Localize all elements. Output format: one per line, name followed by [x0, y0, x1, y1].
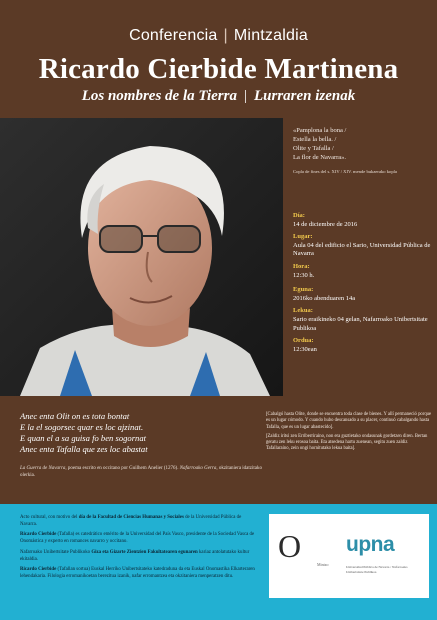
verse-line: E quan el a sa guisa fo ben sogornat: [20, 433, 147, 443]
footer-p3-bold: Giza eta Gizarte Zientzien Fakultatearen egunaren: [91, 549, 198, 555]
upna-logo: upna: [346, 533, 395, 556]
ordua-value: 12:30ean: [293, 345, 317, 353]
verse-line: Anec enta Olit on es tota bontat: [20, 411, 130, 421]
subtitle-separator: |: [243, 88, 247, 104]
footer-p1-post: de la Universidad Pública de Navarra.: [20, 515, 242, 527]
logo-area: [269, 514, 429, 598]
lekua-label: Lekua:: [293, 307, 313, 315]
verse-line: Anec enta Tafalla que zes loc abastat: [20, 444, 148, 454]
eguna-label: Eguna:: [293, 286, 314, 294]
day-value: 14 de diciembre de 2016: [293, 220, 358, 228]
day-label: Día:: [293, 212, 305, 219]
detail-hour: [293, 263, 435, 280]
footer-text: [20, 515, 256, 585]
place-value: Aula 04 del edificio el Sario, Universidad Pública de Navarra: [293, 241, 431, 258]
verse-credit-title: La Guerra de Navarra: [20, 466, 66, 471]
hour-value: 12:30 h.: [293, 271, 315, 279]
verse-credit: [20, 465, 270, 479]
footer-p3-post: kariaz antolatutako kultur ekitaldia.: [20, 549, 250, 562]
detail-eguna: [293, 286, 435, 303]
upna-logo-sub: Universidad Pública de Navarra / Nafarroako Unibertsitate Publikoa: [346, 565, 408, 574]
poem-line: La flor de Navarra».: [293, 154, 347, 161]
place-label: Lugar:: [293, 233, 313, 241]
subtitle: [0, 88, 437, 105]
footer-p4-text: (Tafallan sortua) Euskal Herriko Unibertsitateko katedraduna da eta Euskal Onomastika Elkarteraren lehendakaria. Filologia erromanikoetan berezitua izanik, nafar erromantzea eta okzitaniera menperatzen ditu.: [20, 567, 255, 579]
verse-credit-mid: , poema escrito en occitano por Guilhem Anelier (1276).: [65, 466, 180, 471]
verse-credit-end: , okzitaniera idatzitako olerkia.: [20, 466, 263, 478]
onomastika-logo-sub: Mintzo: [317, 562, 329, 567]
poem-line: «Pamplona la bona /: [293, 127, 347, 134]
translation-spanish: [Cabalgó hasta Olite, donde se encuentra toda clase de bienes. Y allí permaneció porque es un lugar cómodo. Y cuando hubo descansado a su placer, continuó cabalgando hasta Tafalla, que es un lugar abastecido].: [266, 412, 432, 430]
footer-p2-text: (Tafalla) es catedrático emérito de la Universidad del País Vasco, presidente de la Sociedad Vasca de Onomástica y experto en romances navarro y occitano.: [20, 532, 255, 545]
detail-lekua: [293, 307, 435, 333]
footer-p3-pre: Nafarroako Unibertsitate Publikoko: [20, 549, 92, 555]
kicker-conferencia: Conferencia: [129, 27, 218, 44]
poem-credit: Copla de fines del s. XIV / XIV. mende bukaerako kopla: [293, 169, 397, 174]
subtitle-spanish: Los nombres de la Tierra: [81, 88, 237, 104]
detail-ordua: [293, 337, 435, 354]
footer-p1-bold: día de la Facultad de Ciencias Humanas y Sociales: [78, 515, 184, 520]
verse-credit-title2: Nafarroako Gerra: [179, 466, 217, 471]
translation-basque: [Zaldiz iritsi zen Erriberriraino, non era guztietako ondasunak gordetzen diren. Bertan geratu zen leku erosoa baita. Eta atsedena hartu zuenean, segitu zuen zaldiz Tafallaraino, zein ongi hornitutako lekua baita].: [266, 433, 428, 452]
occitan-verses: [20, 411, 270, 455]
poem-line: Olite y Tafalla /: [293, 145, 334, 152]
detail-place: [293, 233, 435, 259]
copla-poem: [293, 126, 433, 162]
header: [0, 0, 437, 118]
footer: [0, 504, 437, 620]
verse-line: E la el sogorsec quar es loc ajzinat.: [20, 422, 144, 432]
event-details: [293, 212, 435, 358]
eguna-value: 2016ko abenduaren 14a: [293, 294, 356, 302]
subtitle-basque: Lurraren izenak: [254, 88, 356, 104]
kicker-separator: |: [223, 27, 228, 44]
footer-paragraph-2: [20, 532, 256, 545]
poem-line: Estella la bella. /: [293, 136, 337, 143]
page-title: Ricardo Cierbide Martinena: [38, 53, 399, 85]
kicker-mintzaldia: Mintzaldia: [233, 27, 308, 44]
footer-p2-bold: Ricardo Cierbide: [20, 532, 57, 538]
translations: [266, 412, 432, 456]
speaker-portrait-illustration: [0, 118, 283, 396]
onomastika-logo: O: [278, 528, 302, 564]
lekua-value: Sario eraikineko 04 gelan, Nafarroako Unibertsitate Publikoa: [293, 315, 428, 332]
footer-paragraph-1: [20, 515, 256, 528]
hour-label: Hora:: [293, 262, 310, 270]
footer-paragraph-3: [20, 550, 256, 563]
footer-paragraph-4: [20, 567, 256, 580]
detail-day: [293, 212, 435, 229]
footer-p4-bold: Ricardo Cierbide: [20, 567, 57, 573]
speaker-photo: [0, 118, 283, 396]
ordua-label: Ordua:: [293, 337, 314, 345]
footer-p1-pre: Acto cultural, con motivo del: [20, 515, 79, 520]
kicker: [0, 27, 437, 45]
